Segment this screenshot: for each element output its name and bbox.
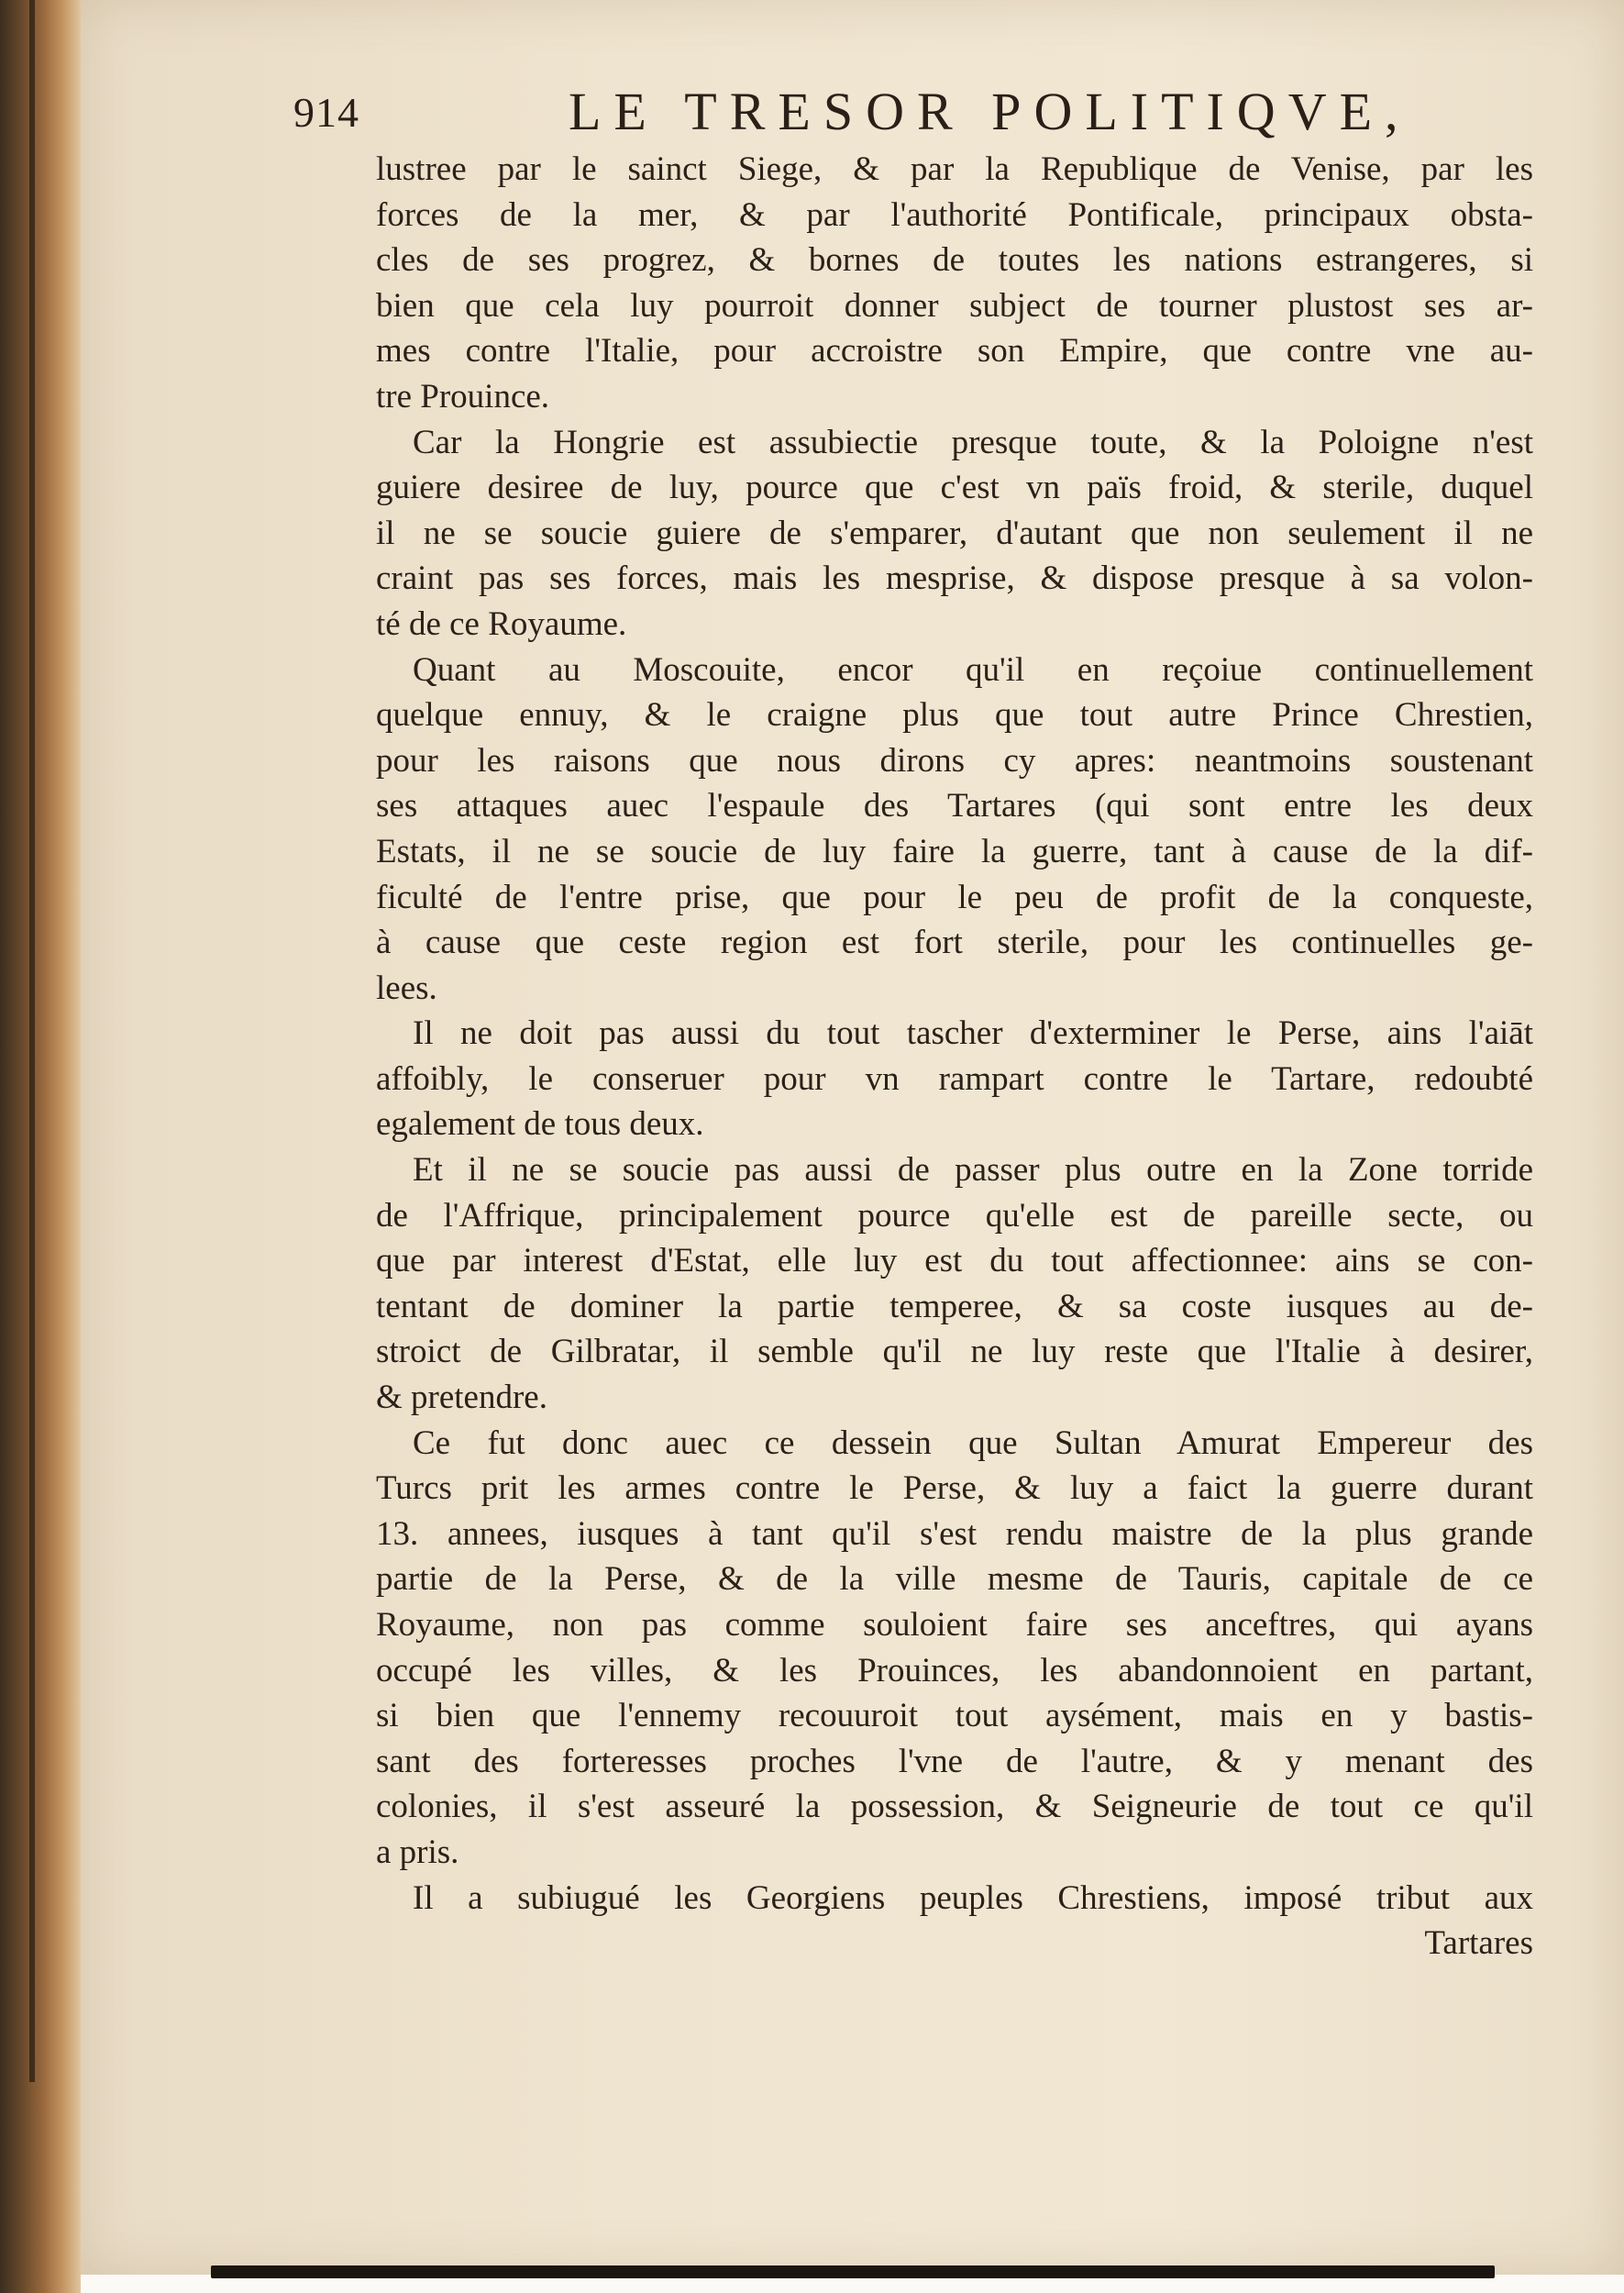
text-line: occupé les villes, & les Prouinces, les abandonnoient en partant, [376,1651,1533,1689]
text-line: cles de ses progrez, & bornes de toutes les nations estrangeres, si [376,241,1533,280]
text-line: que par interest d'Estat, elle luy est du tout affectionnee: ains se con- [376,1242,1533,1280]
text-line: Et il ne se soucie pas aussi de passer plus outre en la Zone torride [413,1151,1533,1190]
text-line: 13. annees, iusques à tant qu'il s'est rendu maistre de la plus grande [376,1514,1533,1553]
page-bottom-edge [211,2265,1495,2278]
text-line: tentant de dominer la partie temperee, & sa coste iusques au de- [376,1287,1533,1325]
text-line: egalement de tous deux. [376,1105,704,1144]
text-line: Il a subiugué les Georgiens peuples Chrestiens, imposé tribut aux [413,1878,1533,1917]
text-line: forces de la mer, & par l'authorité Pontificale, principaux obsta- [376,195,1533,234]
binding-edge-line [29,0,35,2082]
text-line: Royaume, non pas comme souloient faire ses anceftres, qui ayans [376,1606,1533,1644]
text-line: sant des forteresses proches l'vne de l'autre, & y menant des [376,1742,1533,1780]
text-line: craint pas ses forces, mais les mesprise, & dispose presque à sa volon- [376,559,1533,598]
page-number: 914 [293,89,359,136]
text-line: colonies, il s'est asseuré la possession, & Seigneurie de tout ce qu'il [376,1788,1533,1826]
text-line: quelque ennuy, & le craigne plus que tout autre Prince Chrestien, [376,696,1533,735]
page-header [293,81,1467,145]
text-line: ficulté de l'entre prise, que pour le peu de profit de la conqueste, [376,878,1533,916]
text-line: stroict de Gilbratar, il semble qu'il ne luy reste que l'Italie à desirer, [376,1333,1533,1371]
text-line: il ne se soucie guiere de s'emparer, d'autant que non seulement il ne [376,514,1533,552]
text-line: & pretendre. [376,1379,547,1417]
text-line: partie de la Perse, & de la ville mesme de Tauris, capitale de ce [376,1560,1533,1599]
text-line: Turcs prit les armes contre le Perse, & luy a faict la guerre durant [376,1469,1533,1508]
text-line: Car la Hongrie est assubiectie presque toute, & la Poloigne n'est [413,423,1533,461]
text-line: Il ne doit pas aussi du tout tascher d'exterminer le Perse, ains l'aiāt [413,1014,1533,1053]
text-line: Estats, il ne se soucie de luy faire la guerre, tant à cause de la dif- [376,832,1533,870]
text-line: de l'Affrique, principalement pource qu'elle est de pareille secte, ou [376,1196,1533,1235]
text-line: guiere desiree de luy, pource que c'est vn païs froid, & sterile, duquel [376,469,1533,507]
catchword: Tartares [1424,1924,1533,1963]
text-line: té de ce Royaume. [376,604,627,643]
running-title: LE TRESOR POLITIQVE, [569,82,1411,141]
book-binding [0,0,81,2293]
text-line: si bien que l'ennemy recouuroit tout aysément, mais en y bastis- [376,1697,1533,1735]
text-line: Quant au Moscouite, encor qu'il en reçoiue continuellement [413,650,1533,689]
text-line: mes contre l'Italie, pour accroistre son Empire, que contre vne au- [376,332,1533,371]
text-line: Ce fut donc auec ce dessein que Sultan Amurat Empereur des [413,1423,1533,1462]
body-text [376,147,1533,1966]
text-line: lees. [376,969,437,1007]
text-line: pour les raisons que nous dirons cy apres: neantmoins soustenant [376,741,1533,780]
text-line: lustree par le sainct Siege, & par la Republique de Venise, par les [376,150,1533,188]
text-line: ses attaques auec l'espaule des Tartares (qui sont entre les deux [376,787,1533,825]
text-line: à cause que ceste region est fort sterile, pour les continuelles ge- [376,924,1533,962]
text-line: tre Prouince. [376,377,550,415]
text-line: affoibly, le conseruer pour vn rampart contre le Tartare, redoubté [376,1059,1533,1098]
text-line: bien que cela luy pourroit donner subject de tourner plustost ses ar- [376,286,1533,325]
text-line: a pris. [376,1833,459,1871]
